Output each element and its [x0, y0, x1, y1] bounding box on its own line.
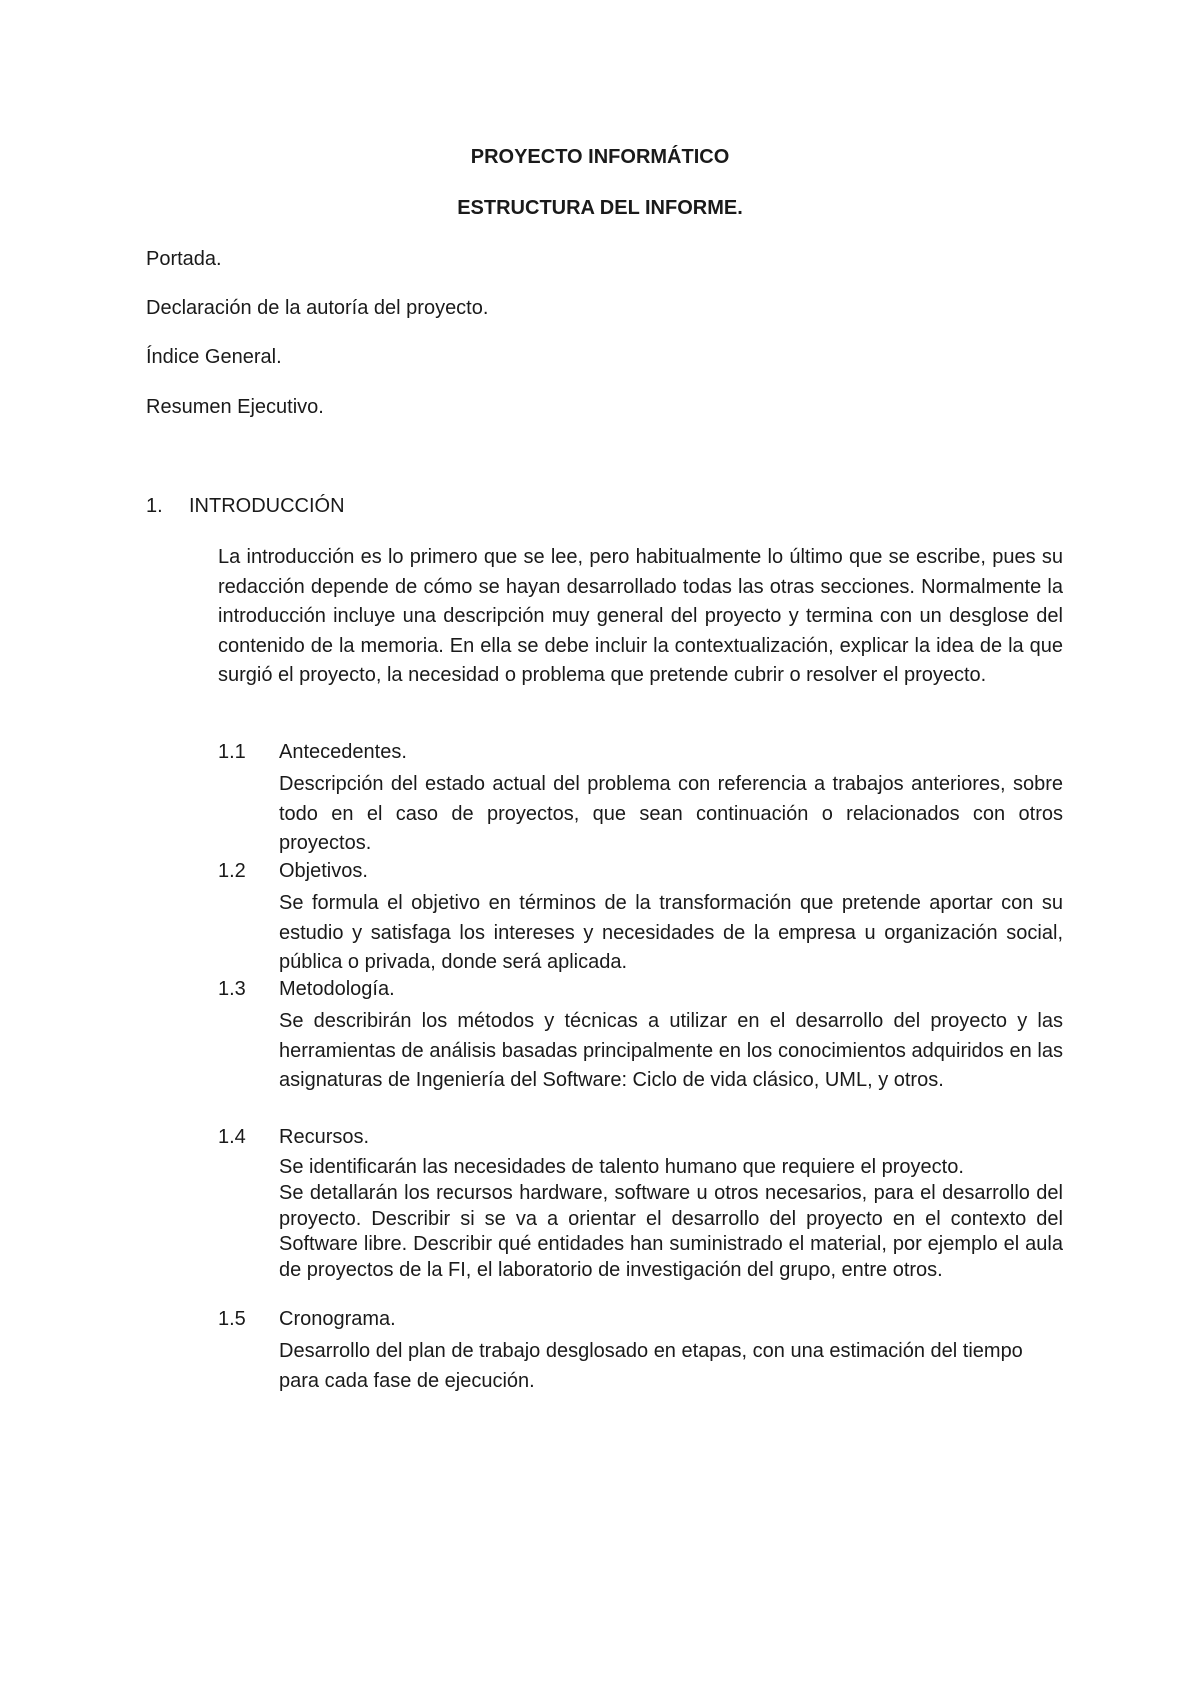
subsection-body	[279, 770, 1063, 859]
subsection-number: 1.1	[218, 741, 246, 763]
subsection-number: 1.2	[218, 860, 246, 882]
document-title: PROYECTO INFORMÁTICO	[470, 146, 730, 168]
section-title: INTRODUCCIÓN	[189, 495, 345, 517]
front-matter-item: Resumen Ejecutivo.	[146, 396, 324, 418]
front-matter-item: Declaración de la autoría del proyecto.	[146, 297, 489, 319]
subsection-paragraph: Se identificarán las necesidades de talento humano que requiere el proyecto.	[279, 1156, 964, 1178]
subsection-number: 1.4	[218, 1126, 246, 1148]
subsection-title: Metodología.	[279, 978, 395, 1000]
subsection-paragraph: Descripción del estado actual del problema con referencia a trabajos anteriores, sobre todo en el caso de proyectos, que sean continuación o relacionados con otros proyectos.	[279, 773, 1063, 854]
subsection-body	[279, 1007, 1063, 1096]
subsection-number: 1.5	[218, 1308, 246, 1330]
subsection-paragraph: Se detallarán los recursos hardware, software u otros necesarios, para el desarrollo del proyecto. Describir si se va a orientar el desarrollo del proyecto en el contexto del Software libre. Describir qué entidades han suministrado el material, por ejemplo el aula de proyectos de la FI, el laboratorio de investigación del grupo, entre otros.	[279, 1181, 1063, 1282]
subsection-title: Recursos.	[279, 1126, 370, 1148]
subsection-body	[279, 1155, 1063, 1284]
subsection-title: Cronograma.	[279, 1308, 396, 1330]
front-matter-item: Portada.	[146, 248, 222, 270]
subsection-number: 1.3	[218, 978, 246, 1000]
section-intro-paragraph: La introducción es lo primero que se lee, pero habitualmente lo último que se escribe, pues su redacción depende de cómo se hayan desarrollado todas las otras secciones. Normalmente la introducción incluye una descripción muy general del proyecto y termina con un desglose del contenido de la memoria. En ella se debe incluir la contextualización, explicar la idea de la que surgió el proyecto, la necesidad o problema que pretende cubrir o resolver el proyecto.	[218, 546, 1063, 686]
subsection-title: Antecedentes.	[279, 741, 407, 763]
subsection-paragraph: Se describirán los métodos y técnicas a utilizar en el desarrollo del proyecto y las herramientas de análisis basadas principalmente en los conocimientos adquiridos en las asignaturas de Ingeniería del Software: Ciclo de vida clásico, UML, y otros.	[279, 1010, 1063, 1091]
section-number: 1.	[146, 495, 163, 517]
subsection-paragraph: Se formula el objetivo en términos de la transformación que pretende aportar con su estudio y satisfaga los intereses y necesidades de la empresa u organización social, pública o privada, donde será aplicada.	[279, 892, 1063, 973]
document-subtitle: ESTRUCTURA DEL INFORME.	[457, 197, 743, 219]
subsection-body	[279, 889, 1063, 978]
front-matter-item: Índice General.	[146, 346, 282, 368]
subsection-title: Objetivos.	[279, 860, 368, 882]
section-heading	[146, 495, 345, 518]
subsection-paragraph: Desarrollo del plan de trabajo desglosado en etapas, con una estimación del tiempo para cada fase de ejecución.	[279, 1340, 1023, 1392]
subsection-body	[279, 1337, 1063, 1396]
